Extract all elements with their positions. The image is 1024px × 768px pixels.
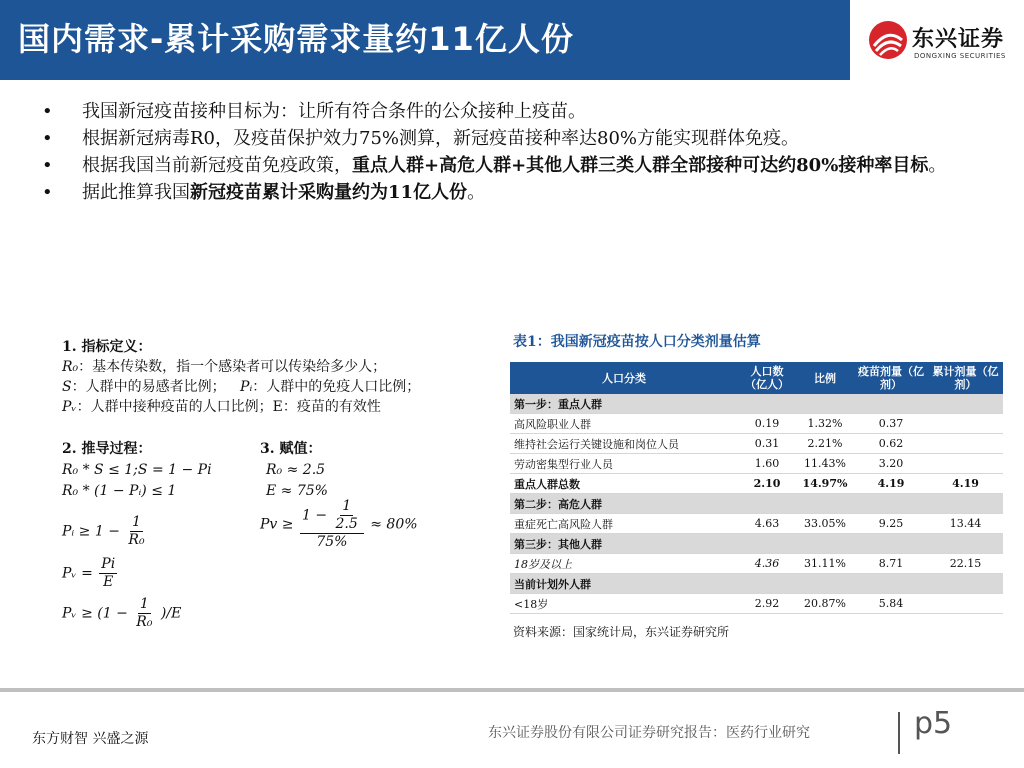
value-cell: 9.25 xyxy=(854,514,928,534)
value-cell: 31.11% xyxy=(796,554,854,574)
value-cell xyxy=(796,574,854,594)
value-cell: 4.63 xyxy=(738,514,796,534)
value-cell: 4.19 xyxy=(854,474,928,494)
bullet-item xyxy=(42,152,992,179)
row-label-cell: 重症死亡高风险人群 xyxy=(510,514,738,534)
footer-report-name: 东兴证券股份有限公司证券研究报告：医药行业研究 xyxy=(488,725,810,741)
column-header: 累计剂量（亿剂） xyxy=(928,362,1003,394)
table-row xyxy=(510,514,1003,534)
table-title: 表1：我国新冠疫苗按人口分类剂量估算 xyxy=(513,334,761,350)
table-row xyxy=(510,594,1003,614)
value-cell: 8.71 xyxy=(854,554,928,574)
footer-slogan: 东方财智 兴盛之源 xyxy=(32,731,149,747)
value-cell: 1.32% xyxy=(796,414,854,434)
table-section-row xyxy=(510,574,1003,594)
assignment-heading: 3. 赋值： xyxy=(260,441,322,457)
table-row xyxy=(510,474,1003,494)
value-cell: 4.36 xyxy=(738,554,796,574)
row-label-cell: 维持社会运行关键设施和岗位人员 xyxy=(510,434,738,454)
value-cell: 0.31 xyxy=(738,434,796,454)
table-section-row xyxy=(510,494,1003,514)
value-cell xyxy=(928,534,1003,554)
table-header-row xyxy=(510,362,1003,394)
table-row xyxy=(510,414,1003,434)
value-cell xyxy=(738,494,796,514)
bullet-tail: 。 xyxy=(467,182,486,203)
footer-separator xyxy=(898,712,900,754)
value-cell: 22.15 xyxy=(928,554,1003,574)
bullet-tail: 。 xyxy=(928,155,947,176)
value-cell xyxy=(928,454,1003,474)
bullet-text: 我国新冠疫苗接种目标为：让所有符合条件的公众接种上疫苗。 xyxy=(82,101,586,122)
table-section-row xyxy=(510,534,1003,554)
logo-mark-icon xyxy=(868,20,908,60)
company-logo xyxy=(850,0,1024,80)
assignment-e: E ≈ 75% xyxy=(266,483,328,499)
bullet-item xyxy=(42,98,992,125)
derivation-step-4: Pᵥ = $\frac{Pi}{E}$ xyxy=(62,556,116,590)
value-cell: 2.21% xyxy=(796,434,854,454)
value-cell: 11.43% xyxy=(796,454,854,474)
value-cell xyxy=(796,534,854,554)
bullet-item xyxy=(42,179,992,206)
logo-name-cn: 东兴证券 xyxy=(912,27,1005,52)
value-cell: 0.62 xyxy=(854,434,928,454)
value-cell xyxy=(928,434,1003,454)
assignment-pv-result: Pv ≥ 1 − $\frac{1}{2.5}$ 75% ≈ 80% xyxy=(260,498,418,550)
definition-pv-e: Pᵥ：人群中接种疫苗的人口比例；E：疫苗的有效性 xyxy=(62,399,381,415)
row-label-cell: 18岁及以上 xyxy=(510,554,738,574)
value-cell: 2.10 xyxy=(738,474,796,494)
value-cell xyxy=(738,394,796,414)
value-cell xyxy=(738,534,796,554)
value-cell xyxy=(928,394,1003,414)
value-cell: 5.84 xyxy=(854,594,928,614)
logo-name-en: DONGXING SECURITIES xyxy=(914,52,1006,60)
dose-estimate-table xyxy=(510,362,1003,614)
value-cell xyxy=(854,574,928,594)
bullet-dot: • xyxy=(42,182,53,203)
table-section-row xyxy=(510,394,1003,414)
value-cell xyxy=(854,534,928,554)
value-cell xyxy=(854,494,928,514)
value-cell: 33.05% xyxy=(796,514,854,534)
row-label-cell: 第二步：高危人群 xyxy=(510,494,738,514)
derivation-heading: 2. 推导过程： xyxy=(62,441,152,457)
footer-divider xyxy=(0,688,1024,692)
bullet-dot: • xyxy=(42,155,53,176)
derivation-step-5: Pᵥ ≥ (1 − $\frac{1}{\text{R₀}}$ )/E xyxy=(62,596,182,630)
value-cell: 2.92 xyxy=(738,594,796,614)
value-cell xyxy=(854,394,928,414)
value-cell: 3.20 xyxy=(854,454,928,474)
bullet-list xyxy=(42,98,992,206)
column-header: 疫苗剂量（亿剂） xyxy=(854,362,928,394)
definition-s-pi: S：人群中的易感者比例； Pᵢ：人群中的免疫人口比例； xyxy=(62,379,421,395)
column-header: 人口数（亿人） xyxy=(738,362,796,394)
value-cell xyxy=(928,594,1003,614)
definition-heading: 1. 指标定义： xyxy=(62,339,152,355)
table-row xyxy=(510,554,1003,574)
row-label-cell: 高风险职业人群 xyxy=(510,414,738,434)
value-cell: 4.19 xyxy=(928,474,1003,494)
row-label-cell: <18岁 xyxy=(510,594,738,614)
header-bar xyxy=(0,0,850,80)
bullet-bold-text: 新冠疫苗累计采购量约为11亿人份 xyxy=(190,182,468,203)
value-cell xyxy=(928,414,1003,434)
row-label-cell: 重点人群总数 xyxy=(510,474,738,494)
bullet-text: 据此推算我国 xyxy=(82,182,190,203)
value-cell: 0.37 xyxy=(854,414,928,434)
value-cell: 20.87% xyxy=(796,594,854,614)
table-row xyxy=(510,434,1003,454)
bullet-dot: • xyxy=(42,101,53,122)
row-label-cell: 当前计划外人群 xyxy=(510,574,738,594)
value-cell xyxy=(796,494,854,514)
table-row xyxy=(510,454,1003,474)
value-cell: 1.60 xyxy=(738,454,796,474)
bullet-item xyxy=(42,125,992,152)
row-label-cell: 第一步：重点人群 xyxy=(510,394,738,414)
value-cell xyxy=(928,494,1003,514)
bullet-text: 根据我国当前新冠疫苗免疫政策， xyxy=(82,155,352,176)
row-label-cell: 劳动密集型行业人员 xyxy=(510,454,738,474)
page-title: 国内需求-累计采购需求量约11亿人份 xyxy=(18,20,574,58)
value-cell: 14.97% xyxy=(796,474,854,494)
column-header: 比例 xyxy=(796,362,854,394)
page-number: p5 xyxy=(914,706,953,741)
value-cell xyxy=(796,394,854,414)
value-cell: 13.44 xyxy=(928,514,1003,534)
value-cell xyxy=(738,574,796,594)
row-label-cell: 第三步：其他人群 xyxy=(510,534,738,554)
column-header: 人口分类 xyxy=(510,362,738,394)
table-body xyxy=(510,394,1003,614)
derivation-step-2: R₀ * (1 − Pᵢ) ≤ 1 xyxy=(62,483,177,499)
assignment-r0: R₀ ≈ 2.5 xyxy=(266,462,326,478)
value-cell: 0.19 xyxy=(738,414,796,434)
bullet-bold-text: 重点人群+高危人群+其他人群三类人群全部接种可达约80%接种率目标 xyxy=(352,155,929,176)
bullet-dot: • xyxy=(42,128,53,149)
value-cell xyxy=(928,574,1003,594)
derivation-step-1: R₀ * S ≤ 1;S = 1 − Pi xyxy=(62,462,212,478)
table-source: 资料来源：国家统计局，东兴证券研究所 xyxy=(513,625,730,639)
bullet-text: 根据新冠病毒R0，及疫苗保护效力75%测算，新冠疫苗接种率达80%方能实现群体免疫。 xyxy=(82,128,800,149)
derivation-step-3: Pᵢ ≥ 1 − $\frac{1}{\text{R₀}}$ xyxy=(62,514,145,548)
definition-r0: R₀：基本传染数，指一个感染者可以传染给多少人； xyxy=(62,359,387,375)
